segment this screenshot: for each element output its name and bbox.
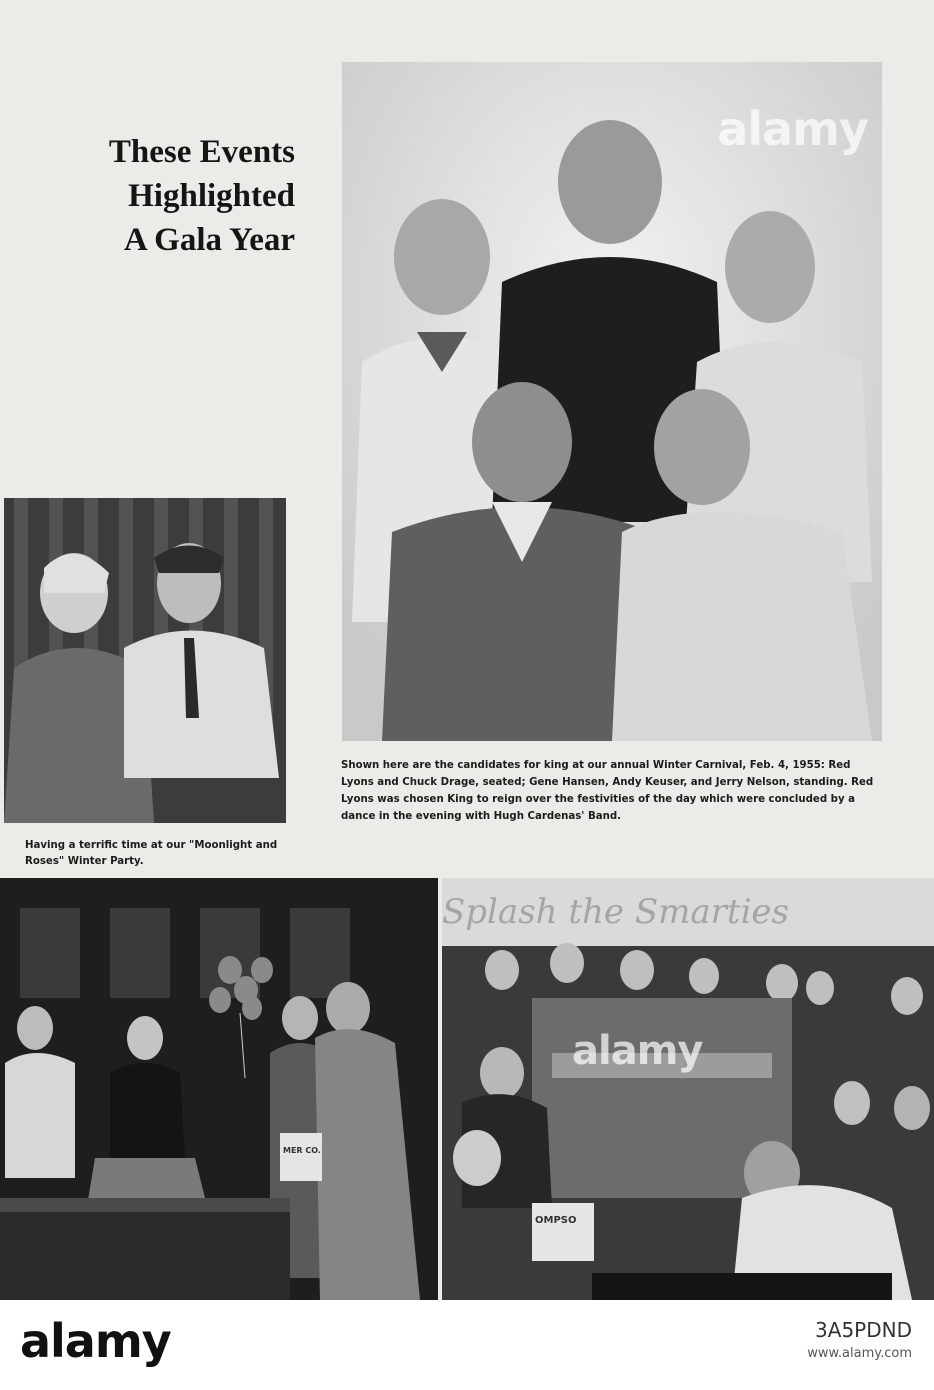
alamy-watermark: alamy — [717, 102, 868, 156]
headline-line-2: Highlighted — [128, 178, 295, 214]
footer-url: www.alamy.com — [807, 1346, 912, 1361]
king-candidates-caption: Shown here are the candidates for king at our annual Winter Carnival, Feb. 4, 1955: Red Lyons and Chuck Drage, seated; Gene Hansen, Andy Keuser, and Jerry Nelson, standing. Red Lyons was chosen King to reign over the festivities of the day which were concluded by a dance in the evening with Hugh Cardenas' Band. — [341, 760, 874, 822]
winter-party-caption: Having a terrific time at our "Moonlight and Roses" Winter Party. — [25, 840, 278, 867]
king-candidates-photo — [342, 62, 882, 741]
banner-text: Splash the Smarties — [442, 892, 790, 932]
alamy-logo: alamy — [20, 1314, 171, 1368]
page-headline — [40, 130, 295, 262]
headline-line-3: A Gala Year — [123, 222, 295, 258]
winter-party-photo — [4, 498, 286, 823]
stock-footer — [0, 1300, 934, 1390]
image-id: 3A5PDND — [815, 1318, 912, 1342]
booth-sign-text: MER CO. — [283, 1146, 321, 1155]
splash-booth-photo — [442, 878, 934, 1300]
alamy-watermark-bottom: alamy — [572, 1028, 703, 1074]
gym-booth-photo — [0, 878, 438, 1300]
bucket-sign-text: OMPSO — [535, 1215, 577, 1226]
headline-line-1: These Events — [108, 134, 295, 170]
